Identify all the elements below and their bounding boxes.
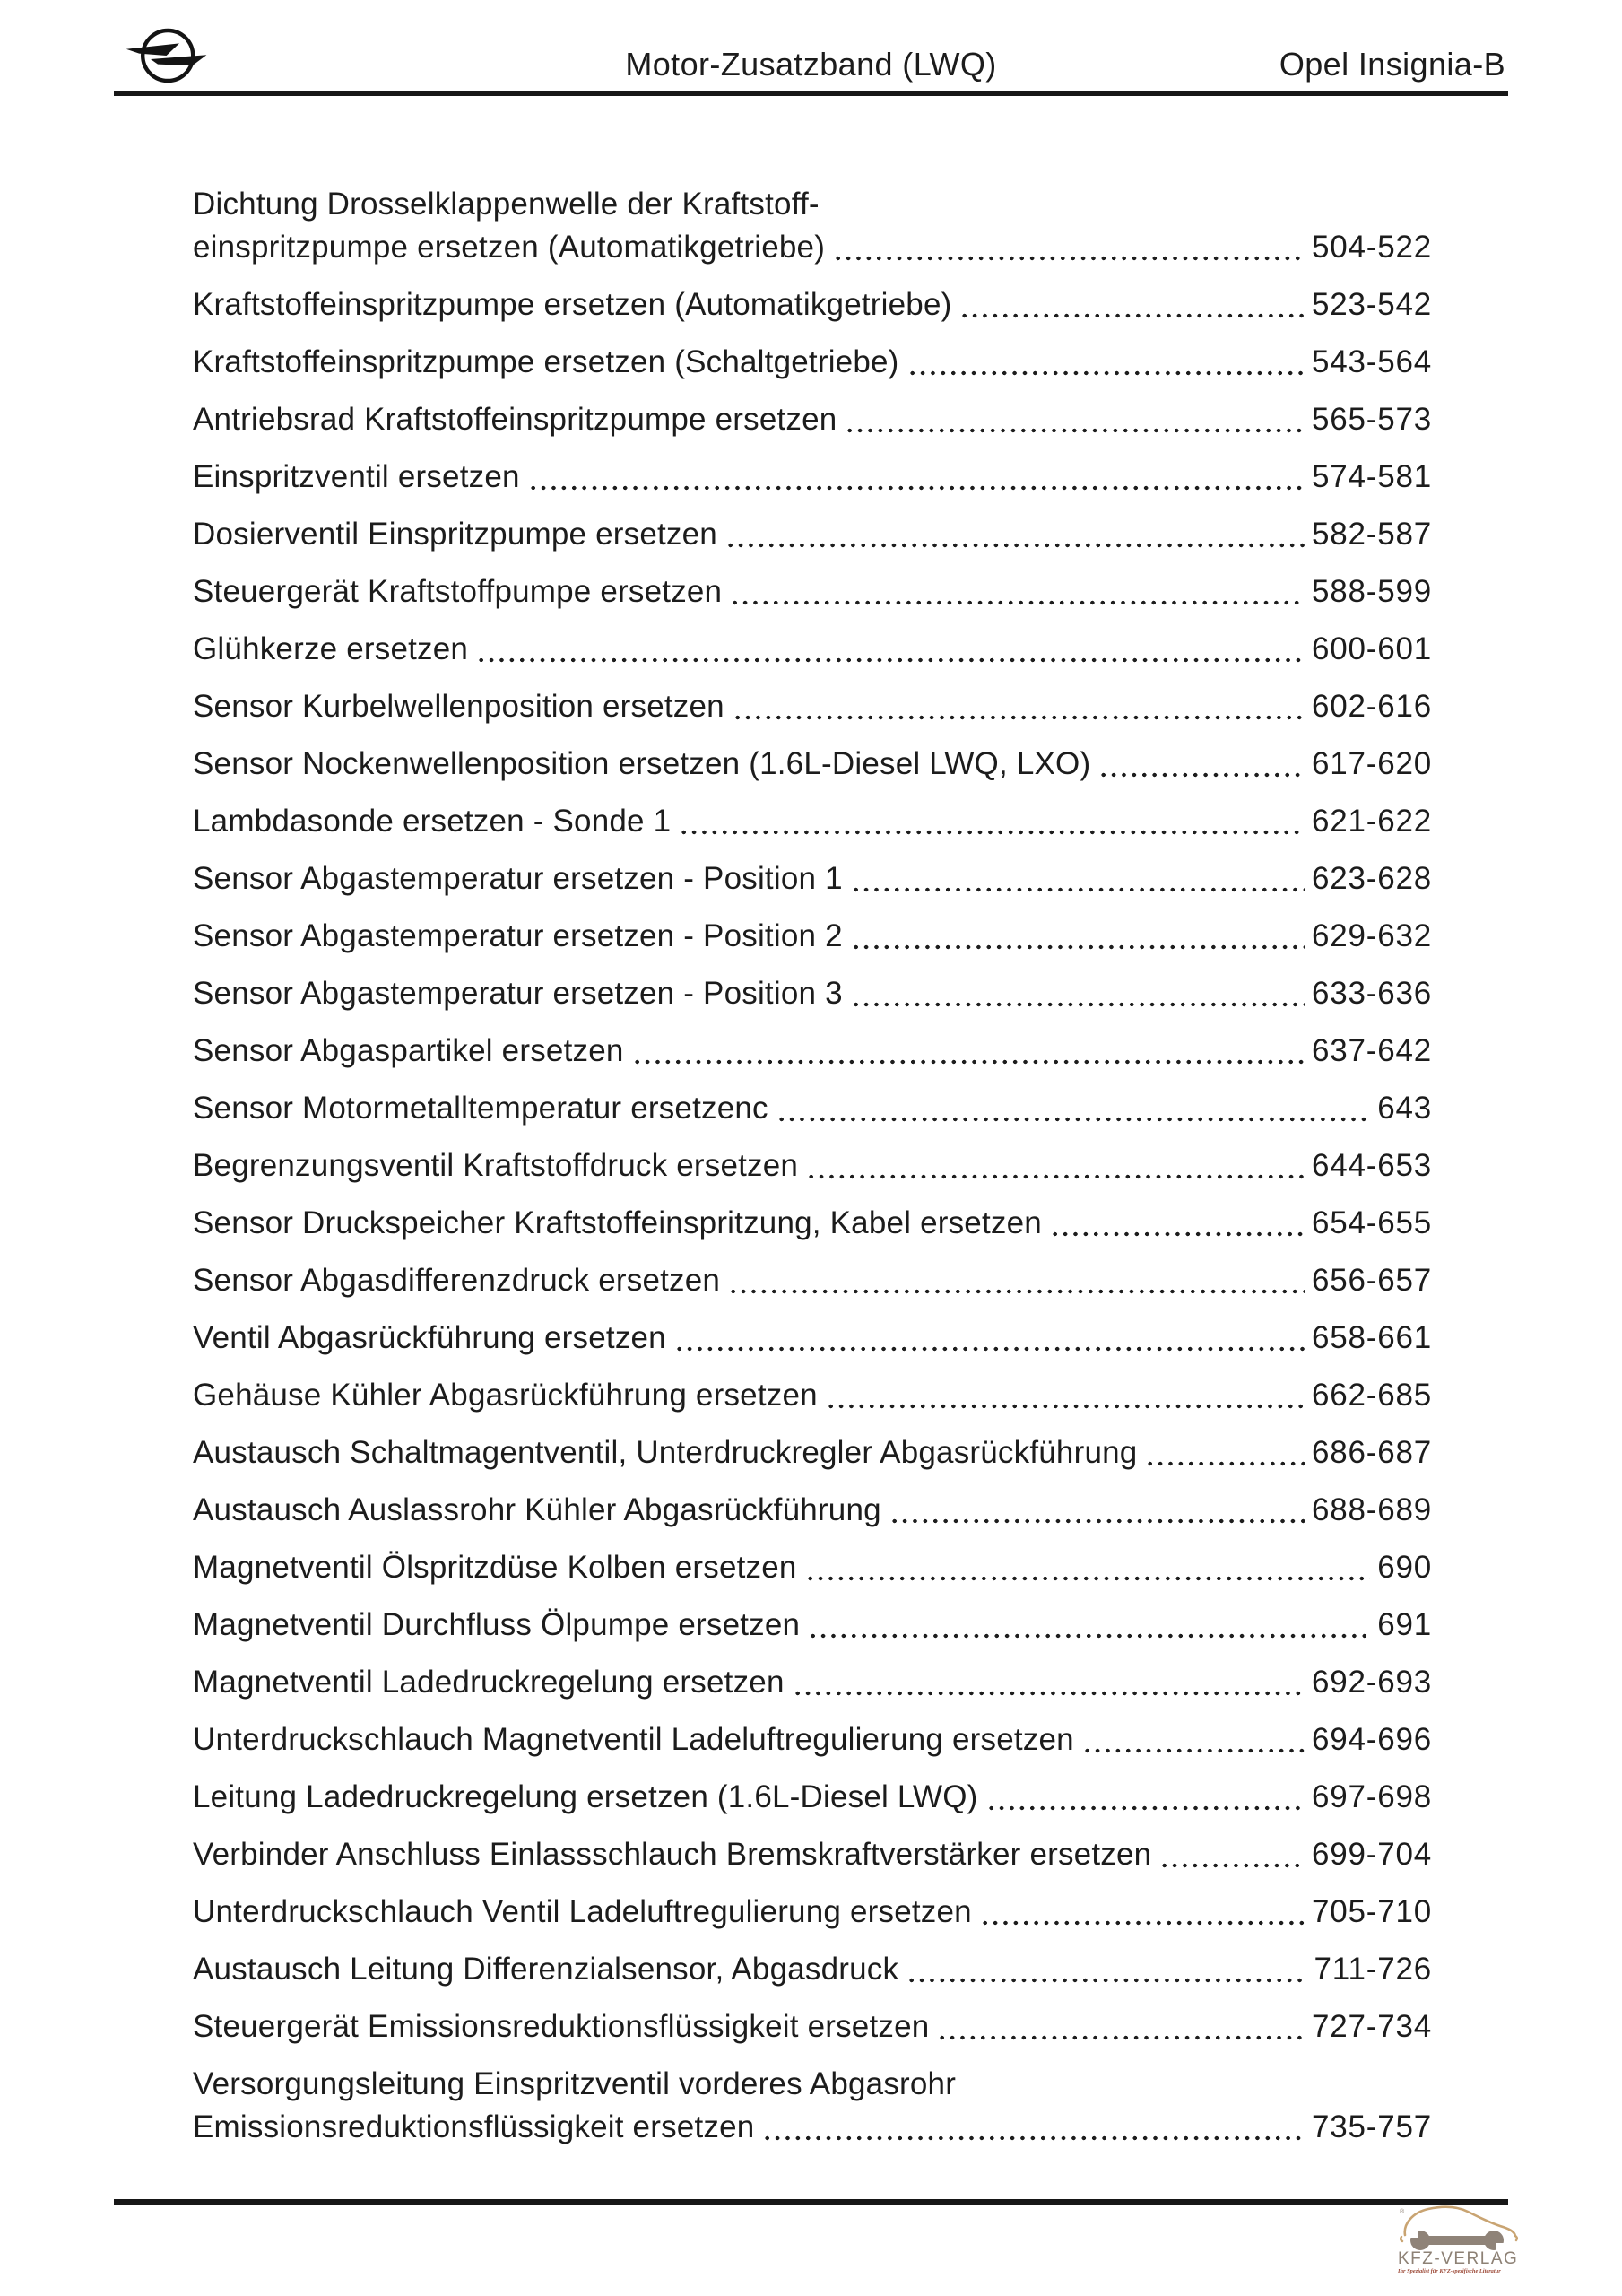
toc-entry-label: Dichtung Drosselklappenwelle der Kraftstoff- — [193, 187, 820, 222]
toc-entry-label: Lambdasonde ersetzen - Sonde 1 — [193, 804, 672, 839]
toc-entry — [193, 1546, 1432, 1589]
dot-leader — [805, 1546, 1371, 1589]
toc-entry-label: Magnetventil Ölspritzdüse Kolben ersetzen — [193, 1550, 797, 1585]
toc-entry — [193, 1087, 1432, 1130]
opel-blitz-icon — [111, 20, 219, 91]
toc-entry — [193, 1948, 1432, 1991]
toc-entry-label: Unterdruckschlauch Ventil Ladeluftregulierung ersetzen — [193, 1894, 972, 1929]
toc-entry-page-range: 574-581 — [1311, 459, 1432, 494]
dot-leader — [937, 2005, 1305, 2048]
dot-leader — [674, 1317, 1305, 1360]
dot-leader — [1098, 743, 1305, 786]
dot-leader — [476, 628, 1305, 671]
toc-entry-label: Sensor Abgastemperatur ersetzen - Position 1 — [193, 861, 843, 896]
dot-leader — [906, 1948, 1306, 1991]
toc-entry-page-range: 656-657 — [1311, 1263, 1432, 1298]
toc-entry — [193, 1776, 1432, 1819]
dot-leader — [1050, 1202, 1305, 1245]
toc-entry-label: Verbinder Anschluss Einlassschlauch Bremskraftverstärker ersetzen — [193, 1837, 1152, 1872]
toc-entry — [193, 570, 1432, 613]
dot-leader — [1082, 1718, 1305, 1761]
toc-entry-label: Magnetventil Ladedruckregelung ersetzen — [193, 1665, 785, 1700]
toc-entry-page-range: 711-726 — [1314, 1952, 1432, 1987]
toc-entry-page-range: 623-628 — [1311, 861, 1432, 896]
toc-entry-page-range: 643 — [1377, 1091, 1432, 1126]
toc-entry-page-range: 691 — [1377, 1607, 1432, 1642]
toc-entry-page-range: 662-685 — [1311, 1378, 1432, 1413]
dot-leader — [730, 570, 1305, 613]
toc-entry — [193, 1718, 1432, 1761]
toc-entry — [193, 1833, 1432, 1876]
toc-entry-page-range: 621-622 — [1311, 804, 1432, 839]
toc-entry-label: Ventil Abgasrückführung ersetzen — [193, 1320, 666, 1355]
dot-leader — [845, 398, 1305, 441]
toc-entry-label: einspritzpumpe ersetzen (Automatikgetriebe) — [193, 230, 826, 265]
toc-entry-page-range: 699-704 — [1311, 1837, 1432, 1872]
toc-entry-page-range: 504-522 — [1311, 230, 1432, 265]
registered-mark-icon: ® — [1400, 2209, 1405, 2215]
header-vehicle-title: Opel Insignia-B — [1279, 46, 1505, 83]
toc-entry — [193, 456, 1432, 499]
toc-entry — [193, 2005, 1432, 2048]
toc-entry-page-range: 654-655 — [1311, 1205, 1432, 1240]
toc-entry-page-range: 637-642 — [1311, 1033, 1432, 1068]
toc-entry-page-range: 692-693 — [1311, 1665, 1432, 1700]
toc-entry — [193, 628, 1432, 671]
wrench-icon — [1407, 2230, 1507, 2251]
toc-entry-page-range: 582-587 — [1311, 517, 1432, 552]
toc-entry-wrapped-line — [193, 183, 1432, 226]
dot-leader — [806, 1144, 1305, 1187]
dot-leader — [980, 1891, 1305, 1934]
toc-entry — [193, 743, 1432, 786]
toc-entry — [193, 972, 1432, 1015]
toc-entry-page-range: 690 — [1377, 1550, 1432, 1585]
toc-entry-label: Sensor Druckspeicher Kraftstoffeinspritzung, Kabel ersetzen — [193, 1205, 1042, 1240]
dot-leader — [907, 341, 1305, 384]
toc-entry-label: Glühkerze ersetzen — [193, 631, 469, 666]
dot-leader — [793, 1661, 1305, 1704]
toc-entry — [193, 1259, 1432, 1302]
toc-entry-label: Sensor Abgaspartikel ersetzen — [193, 1033, 624, 1068]
dot-leader — [1159, 1833, 1305, 1876]
toc-entry — [193, 2063, 1432, 2149]
toc-entry — [193, 398, 1432, 441]
toc-entry-label: Austausch Leitung Differenzialsensor, Abgasdruck — [193, 1952, 899, 1987]
toc-entry-page-range: 588-599 — [1311, 574, 1432, 609]
toc-entry-page-range: 688-689 — [1311, 1492, 1432, 1527]
toc-entry — [193, 915, 1432, 958]
toc-entry-label: Einspritzventil ersetzen — [193, 459, 520, 494]
dot-leader — [851, 857, 1305, 900]
toc-entry-label: Steuergerät Kraftstoffpumpe ersetzen — [193, 574, 723, 609]
dot-leader — [725, 513, 1305, 556]
toc-entry-label: Leitung Ladedruckregelung ersetzen (1.6L-Diesel LWQ) — [193, 1779, 978, 1814]
toc-entry-page-range: 644-653 — [1311, 1148, 1432, 1183]
toc-entry-label: Sensor Abgastemperatur ersetzen - Position 2 — [193, 918, 843, 953]
dot-leader — [808, 1604, 1370, 1647]
toc-entry — [193, 1604, 1432, 1647]
toc-entry-wrapped-line — [193, 2063, 1432, 2106]
toc-entry-label: Austausch Schaltmagentventil, Unterdruckregler Abgasrückführung — [193, 1435, 1138, 1470]
dot-leader — [679, 800, 1305, 843]
dot-leader — [528, 456, 1305, 499]
toc-entry — [193, 1891, 1432, 1934]
dot-leader — [986, 1776, 1305, 1819]
toc-entry — [193, 857, 1432, 900]
dot-leader — [889, 1489, 1305, 1532]
footer-rule — [114, 2199, 1508, 2205]
toc-entry-label: Steuergerät Emissionsreduktionsflüssigkeit ersetzen — [193, 2009, 930, 2044]
toc-entry-page-range: 658-661 — [1311, 1320, 1432, 1355]
toc-entry-label: Magnetventil Durchfluss Ölpumpe ersetzen — [193, 1607, 801, 1642]
toc-entry-label: Sensor Kurbelwellenposition ersetzen — [193, 689, 724, 724]
toc-entry-page-range: 523-542 — [1311, 287, 1432, 322]
kfz-verlag-logo — [1392, 2205, 1523, 2276]
toc-entry-page-range: 694-696 — [1311, 1722, 1432, 1757]
toc-entry — [193, 1661, 1432, 1704]
toc-entry-page-range: 633-636 — [1311, 976, 1432, 1011]
table-of-contents — [193, 183, 1432, 2163]
toc-entry-page-range: 600-601 — [1311, 631, 1432, 666]
toc-entry — [193, 1489, 1432, 1532]
toc-entry-page-range: 686-687 — [1311, 1435, 1432, 1470]
toc-entry — [193, 1317, 1432, 1360]
toc-entry-page-range: 617-620 — [1311, 746, 1432, 781]
toc-entry-label: Versorgungsleitung Einspritzventil vorderes Abgasrohr — [193, 2066, 957, 2101]
dot-leader — [1145, 1431, 1304, 1474]
dot-leader — [851, 915, 1305, 958]
toc-entry — [193, 513, 1432, 556]
dot-leader — [833, 226, 1305, 269]
toc-entry — [193, 1431, 1432, 1474]
toc-entry — [193, 685, 1432, 728]
toc-entry — [193, 183, 1432, 269]
dot-leader — [959, 283, 1304, 326]
dot-leader — [762, 2106, 1305, 2149]
dot-leader — [826, 1374, 1305, 1417]
toc-entry — [193, 1374, 1432, 1417]
toc-entry — [193, 1144, 1432, 1187]
toc-entry-page-range: 629-632 — [1311, 918, 1432, 953]
toc-entry-page-range: 565-573 — [1311, 402, 1432, 437]
header-document-title: Motor-Zusatzband (LWQ) — [625, 46, 997, 83]
toc-entry-label: Gehäuse Kühler Abgasrückführung ersetzen — [193, 1378, 818, 1413]
kfz-verlag-tagline: Ihr Spezialist für KFZ-spezifische Literatur — [1398, 2268, 1501, 2274]
toc-entry-label: Sensor Motormetalltemperatur ersetzenc — [193, 1091, 768, 1126]
toc-entry-page-range: 705-710 — [1311, 1894, 1432, 1929]
toc-entry-page-range: 727-734 — [1311, 2009, 1432, 2044]
toc-entry-label: Sensor Nockenwellenposition ersetzen (1.6L-Diesel LWQ, LXO) — [193, 746, 1091, 781]
toc-entry-label: Austausch Auslassrohr Kühler Abgasrückführung — [193, 1492, 881, 1527]
toc-entry-label: Emissionsreduktionsflüssigkeit ersetzen — [193, 2109, 755, 2144]
toc-entry — [193, 1202, 1432, 1245]
toc-entry-label: Dosierventil Einspritzpumpe ersetzen — [193, 517, 717, 552]
dot-leader — [733, 685, 1305, 728]
toc-entry — [193, 800, 1432, 843]
toc-entry-label: Kraftstoffeinspritzpumpe ersetzen (Automatikgetriebe) — [193, 287, 952, 322]
toc-entry-label: Antriebsrad Kraftstoffeinspritzpumpe ersetzen — [193, 402, 837, 437]
dot-leader — [728, 1259, 1305, 1302]
toc-entry-label: Unterdruckschlauch Magnetventil Ladeluftregulierung ersetzen — [193, 1722, 1074, 1757]
dot-leader — [851, 972, 1305, 1015]
toc-entry-page-range: 543-564 — [1311, 344, 1432, 379]
toc-entry-label: Kraftstoffeinspritzpumpe ersetzen (Schaltgetriebe) — [193, 344, 899, 379]
toc-entry-label: Begrenzungsventil Kraftstoffdruck ersetzen — [193, 1148, 799, 1183]
toc-entry-page-range: 735-757 — [1311, 2109, 1432, 2144]
toc-entry-page-range: 697-698 — [1311, 1779, 1432, 1814]
toc-entry — [193, 283, 1432, 326]
toc-entry-label: Sensor Abgastemperatur ersetzen - Position 3 — [193, 976, 843, 1011]
dot-leader — [632, 1030, 1305, 1073]
kfz-verlag-wordmark: KFZ-VERLAG — [1398, 2249, 1519, 2268]
toc-entry-page-range: 602-616 — [1311, 689, 1432, 724]
dot-leader — [776, 1087, 1370, 1130]
toc-entry-label: Sensor Abgasdifferenzdruck ersetzen — [193, 1263, 721, 1298]
toc-entry — [193, 341, 1432, 384]
toc-entry — [193, 1030, 1432, 1073]
header-rule — [114, 91, 1508, 96]
